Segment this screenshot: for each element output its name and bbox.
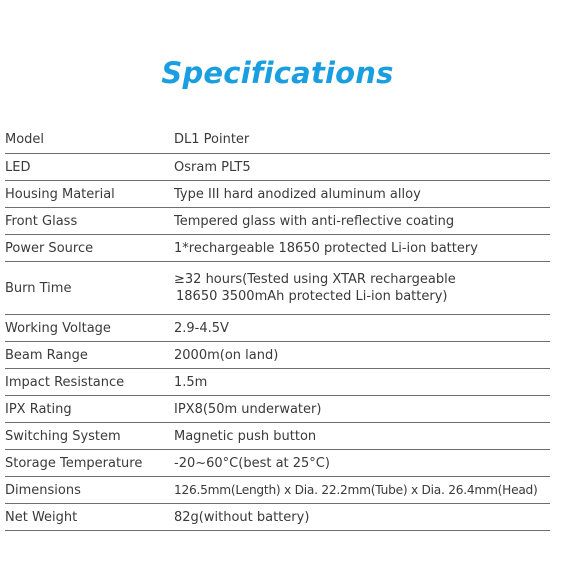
spec-value-burn-time xyxy=(174,262,550,315)
table-row xyxy=(5,396,550,423)
table-row xyxy=(5,315,550,342)
spec-value-storage-temperature: -20~60°C(best at 25°C) xyxy=(174,450,550,477)
table-row xyxy=(5,423,550,450)
table-row xyxy=(5,369,550,396)
spec-label-model: Model xyxy=(5,126,174,154)
spec-value-housing-material: Type III hard anodized aluminum alloy xyxy=(174,181,550,208)
spec-label-ipx-rating: IPX Rating xyxy=(5,396,174,423)
specifications-table xyxy=(5,126,550,531)
table-row xyxy=(5,181,550,208)
spec-label-housing-material: Housing Material xyxy=(5,181,174,208)
spec-label-switching-system: Switching System xyxy=(5,423,174,450)
burn-time-line-1: ≥32 hours(Tested using XTAR rechargeable xyxy=(174,272,456,287)
spec-value-dimensions: 126.5mm(Length) x Dia. 22.2mm(Tube) x Dia. 26.4mm(Head) xyxy=(174,477,550,504)
spec-value-beam-range: 2000m(on land) xyxy=(174,342,550,369)
table-row xyxy=(5,342,550,369)
table-row xyxy=(5,450,550,477)
table-row xyxy=(5,235,550,262)
spec-value-ipx-rating: IPX8(50m underwater) xyxy=(174,396,550,423)
spec-label-storage-temperature: Storage Temperature xyxy=(5,450,174,477)
spec-value-model: DL1 Pointer xyxy=(174,126,550,154)
table-row xyxy=(5,504,550,531)
page-title: Specifications xyxy=(161,56,394,90)
table-row xyxy=(5,154,550,181)
spec-value-working-voltage: 2.9-4.5V xyxy=(174,315,550,342)
spec-label-dimensions: Dimensions xyxy=(5,477,174,504)
spec-value-switching-system: Magnetic push button xyxy=(174,423,550,450)
table-row xyxy=(5,208,550,235)
table-row xyxy=(5,477,550,504)
spec-label-impact-resistance: Impact Resistance xyxy=(5,369,174,396)
spec-value-front-glass: Tempered glass with anti-reflective coating xyxy=(174,208,550,235)
spec-label-burn-time: Burn Time xyxy=(5,262,174,315)
spec-value-led: Osram PLT5 xyxy=(174,154,550,181)
spec-label-beam-range: Beam Range xyxy=(5,342,174,369)
table-row xyxy=(5,262,550,315)
spec-label-net-weight: Net Weight xyxy=(5,504,174,531)
table-row xyxy=(5,126,550,154)
spec-label-working-voltage: Working Voltage xyxy=(5,315,174,342)
spec-label-power-source: Power Source xyxy=(5,235,174,262)
spec-label-front-glass: Front Glass xyxy=(5,208,174,235)
burn-time-line-2: 18650 3500mAh protected Li-ion battery) xyxy=(176,289,448,304)
spec-value-impact-resistance: 1.5m xyxy=(174,369,550,396)
spec-value-net-weight: 82g(without battery) xyxy=(174,504,550,531)
spec-label-led: LED xyxy=(5,154,174,181)
spec-value-power-source: 1*rechargeable 18650 protected Li-ion battery xyxy=(174,235,550,262)
